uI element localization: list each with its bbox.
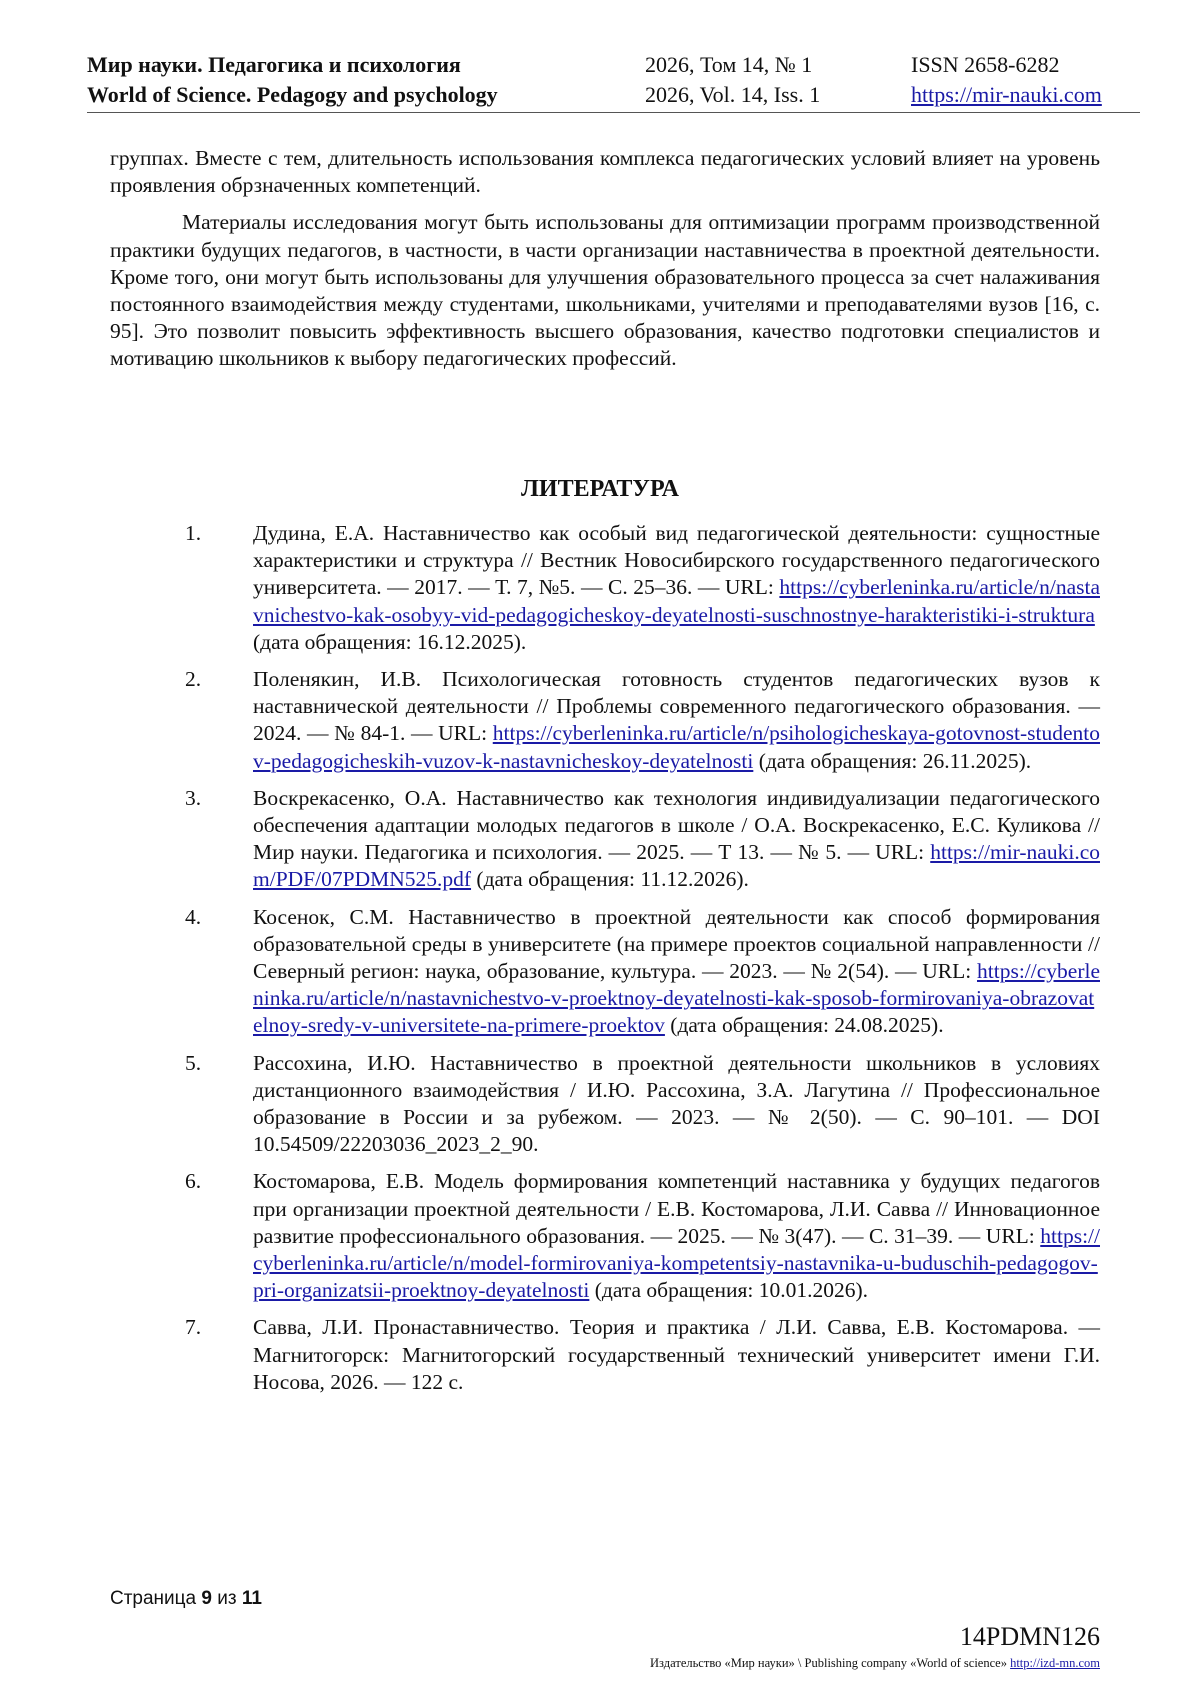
article-body: [110, 145, 1100, 383]
page-label: Страница: [110, 1588, 197, 1609]
journal-title-ru: Мир науки. Педагогика и психология: [87, 52, 461, 77]
reference-item: [185, 1050, 1100, 1159]
reference-access-date: (дата обращения: 11.12.2026).: [471, 867, 749, 892]
reference-number: 7.: [185, 1315, 202, 1340]
reference-text: Воскрекасенко, О.А. Наставничество как технология индивидуализации педагогического обеспечения адаптации молодых педагогов в школе / О.А. Воскрекасенко, Е.С. Куликова // Мир науки. Педагогика и психология. — 2025. — Т 13. — № 5. — URL:: [253, 785, 1100, 865]
journal-site-link[interactable]: https://mir-nauki.com: [911, 82, 1102, 107]
reference-number: 5.: [185, 1050, 202, 1075]
article-code: 14PDMN126: [959, 1622, 1100, 1651]
issue-en: 2026, Vol. 14, Iss. 1: [645, 82, 821, 107]
journal-header: [87, 50, 1140, 113]
reference-text: Поленякин, И.В. Психологическая готовность студентов педагогических вузов к наставнической деятельности // Проблемы современного педагогического образования. — 2024. — № 84-1. — URL:: [253, 667, 1100, 746]
reference-item: [185, 904, 1100, 1040]
reference-access-date: (дата обращения: 24.08.2025).: [664, 1013, 944, 1038]
reference-link[interactable]: https://cyberleninka.ru/article/n/nastavnichestvo-kak-osobyy-vid-pedagogicheskoy-deyatelnosti-suschnostnye-harakteristiki-i-struktura: [253, 575, 1100, 627]
reference-list: [185, 520, 1100, 1406]
publisher-link[interactable]: http://izd-mn.com: [1010, 1656, 1100, 1670]
reference-access-date: (дата обращения: 10.01.2026).: [589, 1278, 868, 1303]
publisher-text: Издательство «Мир науки» \ Publishing company «World of science»: [650, 1656, 1011, 1670]
reference-number: 4.: [185, 904, 202, 929]
page-total: 11: [241, 1588, 262, 1609]
reference-number: 3.: [185, 785, 202, 810]
reference-link[interactable]: https://cyberleninka.ru/article/n/nastavnichestvo-v-proektnoy-deyatelnosti-kak-sposob-formirovaniya-obrazovatelnoy-sredy-v-universitete-na-primere-proektov: [253, 959, 1100, 1038]
reference-number: 1.: [185, 521, 202, 545]
reference-item: [185, 785, 1100, 894]
reference-text: Савва, Л.И. Пронаставничество. Теория и практика / Л.И. Савва, Е.В. Костомарова. — Магнитогорск: Магнитогорский государственный технический университет имени Г.И. Носова, 2026. — 122 с.: [253, 1315, 1100, 1394]
reference-item: [185, 520, 1100, 656]
reference-link[interactable]: https://mir-nauki.com/PDF/07PDMN525.pdf: [253, 840, 1100, 892]
reference-link[interactable]: https://cyberleninka.ru/article/n/model-formirovaniya-kompetentsiy-nastavnika-u-buduschih-pedagogov-pri-organizatsii-proektnoy-deyatelnosti: [253, 1223, 1100, 1303]
paragraph-conclusion: Материалы исследования могут быть использованы для оптимизации программ производственной практики будущих педагогов, в частности, в части организации наставничества в проектной деятельности. Кроме того, они могут быть использованы для улучшения образовательного процесса за счет налаживания постоянного взаимодействия между студентами, школьниками, учителями и преподавателями вузов [16, с. 95]. Это позволит повысить эффективность высшего образования, качество подготовки специалистов и мотивацию школьников к выбору педагогических профессий.: [110, 210, 1100, 371]
reference-item: [185, 1314, 1100, 1396]
issue-ru: 2026, Том 14, № 1: [645, 52, 813, 77]
reference-text: Костомарова, Е.В. Модель формирования компетенций наставника у будущих педагогов при организации проектной деятельности / Е.В. Костомарова, Л.И. Савва // Инновационное развитие профессионального образования. — 2025. — № 3(47). — С. 31–39. — URL:: [253, 1169, 1100, 1248]
issn: ISSN 2658-6282: [911, 52, 1060, 77]
header-row-ru: [87, 52, 1140, 80]
literature-heading: ЛИТЕРАТУРА: [521, 476, 679, 502]
page-of: из: [217, 1588, 237, 1609]
reference-text: Рассохина, И.Ю. Наставничество в проектной деятельности школьников в условиях дистанционного взаимодействия / И.Ю. Рассохина, З.А. Лагутина // Профессиональное образование в России и за рубежом. — 2023. — № 2(50). — С. 90–101. — DOI 10.54509/22203036_2023_2_90.: [253, 1050, 1100, 1157]
publisher-line: [650, 1656, 1100, 1671]
reference-link[interactable]: https://cyberleninka.ru/article/n/psihologicheskaya-gotovnost-studentov-pedagogicheskih-vuzov-k-nastavnicheskoy-deyatelnosti: [253, 721, 1100, 773]
journal-title-en: World of Science. Pedagogy and psychology: [87, 82, 498, 107]
reference-number: 6.: [185, 1169, 202, 1194]
page-counter: [110, 1588, 262, 1610]
reference-text: Дудина, Е.А. Наставничество как особый вид педагогической деятельности: сущностные характеристики и структура // Вестник Новосибирского государственного педагогического университета. — 2017. — Т. 7, №5. — С. 25–36. — URL:: [253, 521, 1100, 600]
paragraph-continuation: группах. Вместе с тем, длительность использования комплекса педагогических условий влияет на уровень проявления обрзначенных компетенций.: [110, 146, 1100, 198]
reference-item: [185, 1168, 1100, 1304]
page-current: 9: [201, 1588, 212, 1609]
reference-access-date: (дата обращения: 26.11.2025).: [753, 748, 1032, 773]
reference-item: [185, 666, 1100, 775]
header-row-en: [87, 82, 1140, 110]
reference-number: 2.: [185, 667, 202, 692]
reference-access-date: (дата обращения: 16.12.2025).: [253, 629, 527, 654]
reference-text: Косенок, С.М. Наставничество в проектной деятельности как способ формирования образовательной среды в университете (на примере проектов социальной направленности // Северный регион: наука, образование, культура. — 2023. — № 2(54). — URL:: [253, 904, 1100, 984]
